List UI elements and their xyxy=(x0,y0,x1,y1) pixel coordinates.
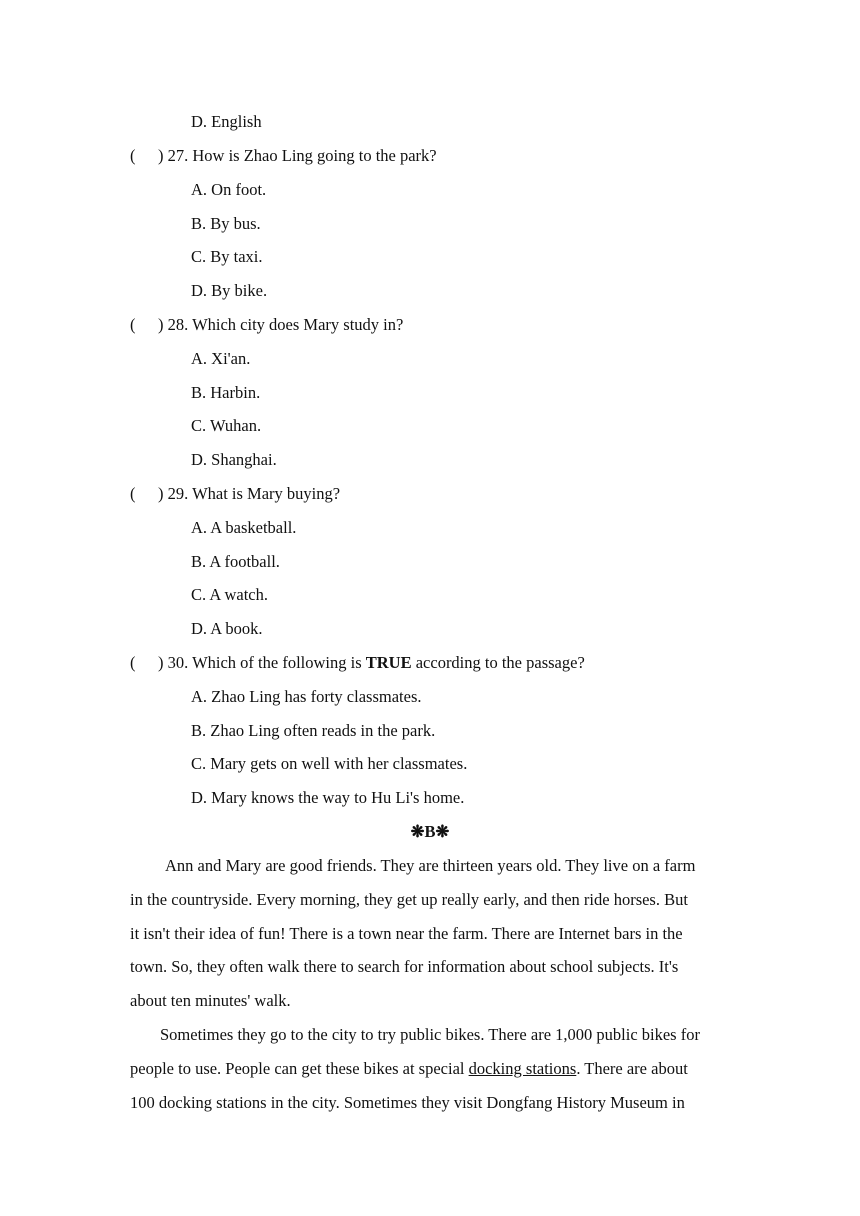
q27-option-c: C. By taxi. xyxy=(191,247,263,266)
q28-option-b: B. Harbin. xyxy=(191,383,261,402)
q29-option-b: B. A football. xyxy=(191,552,280,571)
section-heading: ❋B❋ xyxy=(410,822,450,841)
question-27 xyxy=(130,146,437,166)
passage-line: 100 docking stations in the city. Sometimes they visit Dongfang History Museum in xyxy=(130,1093,685,1112)
passage-line: in the countryside. Every morning, they get up really early, and then ride horses. But xyxy=(130,890,688,909)
passage-text: . There are about xyxy=(576,1059,688,1078)
stem-text: according to the passage? xyxy=(411,653,585,672)
q28-option-d: D. Shanghai. xyxy=(191,450,277,469)
q29-option-d: D. A book. xyxy=(191,619,263,638)
q30-option-a: A. Zhao Ling has forty classmates. xyxy=(191,687,422,706)
answer-blank: ( xyxy=(130,315,136,334)
passage-line: it isn't their idea of fun! There is a town near the farm. There are Internet bars in the xyxy=(130,924,683,943)
passage-line xyxy=(130,1059,730,1079)
passage-text: people to use. People can get these bikes at special xyxy=(130,1059,469,1078)
question-28 xyxy=(130,315,403,335)
passage-line: town. So, they often walk there to search for information about school subjects. It's xyxy=(130,957,679,976)
question-stem xyxy=(158,653,585,672)
question-stem: ) 28. Which city does Mary study in? xyxy=(158,315,404,334)
passage-line: Ann and Mary are good friends. They are thirteen years old. They live on a farm xyxy=(165,856,696,875)
underlined-term: docking stations xyxy=(468,1059,577,1078)
stem-emphasis: TRUE xyxy=(365,653,412,672)
answer-blank: ( xyxy=(130,146,136,165)
question-30 xyxy=(130,653,585,673)
passage-line: about ten minutes' walk. xyxy=(130,991,291,1010)
passage-line: Sometimes they go to the city to try public bikes. There are 1,000 public bikes for xyxy=(160,1025,700,1044)
stem-text: ) 30. Which of the following is xyxy=(158,653,366,672)
answer-blank: ( xyxy=(130,653,136,672)
q30-option-d: D. Mary knows the way to Hu Li's home. xyxy=(191,788,465,807)
question-stem: ) 27. How is Zhao Ling going to the park? xyxy=(158,146,437,165)
q30-option-b: B. Zhao Ling often reads in the park. xyxy=(191,721,436,740)
q26-option-d: D. English xyxy=(191,112,262,131)
q28-option-c: C. Wuhan. xyxy=(191,416,262,435)
q30-option-c: C. Mary gets on well with her classmates. xyxy=(191,754,468,773)
q29-option-c: C. A watch. xyxy=(191,585,268,604)
q29-option-a: A. A basketball. xyxy=(191,518,297,537)
q27-option-b: B. By bus. xyxy=(191,214,261,233)
q27-option-a: A. On foot. xyxy=(191,180,267,199)
question-29 xyxy=(130,484,340,504)
answer-blank: ( xyxy=(130,484,136,503)
q28-option-a: A. Xi'an. xyxy=(191,349,251,368)
q27-option-d: D. By bike. xyxy=(191,281,268,300)
question-stem: ) 29. What is Mary buying? xyxy=(158,484,341,503)
